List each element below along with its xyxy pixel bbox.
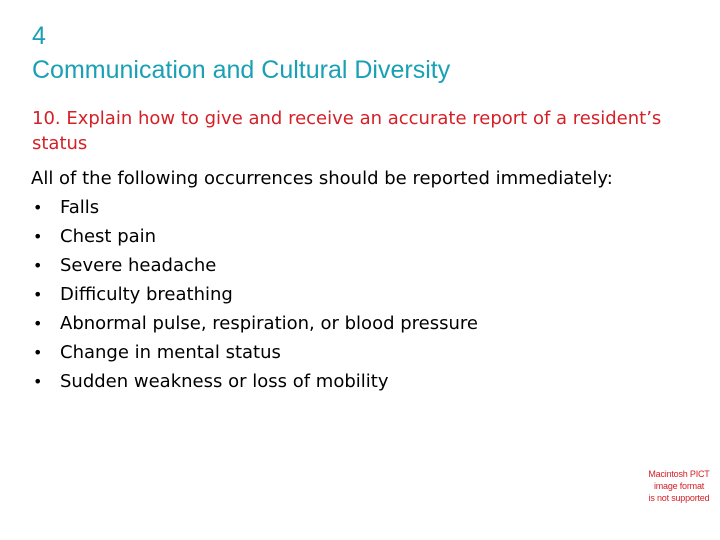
chapter-title: Communication and Cultural Diversity: [32, 56, 451, 84]
placeholder-line: Macintosh PICT: [648, 469, 710, 479]
placeholder-line: image format: [653, 481, 705, 491]
list-item: [31, 251, 711, 280]
learning-objective: 10. Explain how to give and receive an accurate report of a resident’s status: [32, 108, 662, 154]
intro-text: All of the following occurrences should be reported immediately:: [31, 168, 613, 189]
list-item: [31, 280, 711, 309]
list-item-label: Sudden weakness or loss of mobility: [60, 371, 389, 392]
list-item-label: Severe headache: [60, 255, 217, 276]
list-item-label: Difficulty breathing: [60, 284, 233, 305]
bullet-icon: •: [33, 314, 43, 333]
list-item: [31, 222, 711, 251]
unsupported-image-placeholder: [648, 468, 710, 504]
bullet-icon: •: [33, 227, 43, 246]
bullet-icon: •: [33, 256, 43, 275]
chapter-heading: [32, 19, 692, 87]
chapter-number: 4: [32, 22, 46, 50]
occurrence-list: [31, 193, 711, 396]
list-item-label: Abnormal pulse, respiration, or blood pressure: [60, 313, 478, 334]
list-item-label: Change in mental status: [60, 342, 281, 363]
bullet-icon: •: [33, 285, 43, 304]
list-item-label: Falls: [60, 197, 100, 218]
bullet-icon: •: [33, 343, 43, 362]
bullet-icon: •: [33, 372, 43, 391]
list-item: [31, 338, 711, 367]
list-item-label: Chest pain: [60, 226, 157, 247]
list-item: [31, 367, 711, 396]
slide-body: [31, 164, 711, 396]
list-item: [31, 309, 711, 338]
list-item: [31, 193, 711, 222]
bullet-icon: •: [33, 198, 43, 217]
placeholder-line: is not supported: [648, 493, 710, 503]
